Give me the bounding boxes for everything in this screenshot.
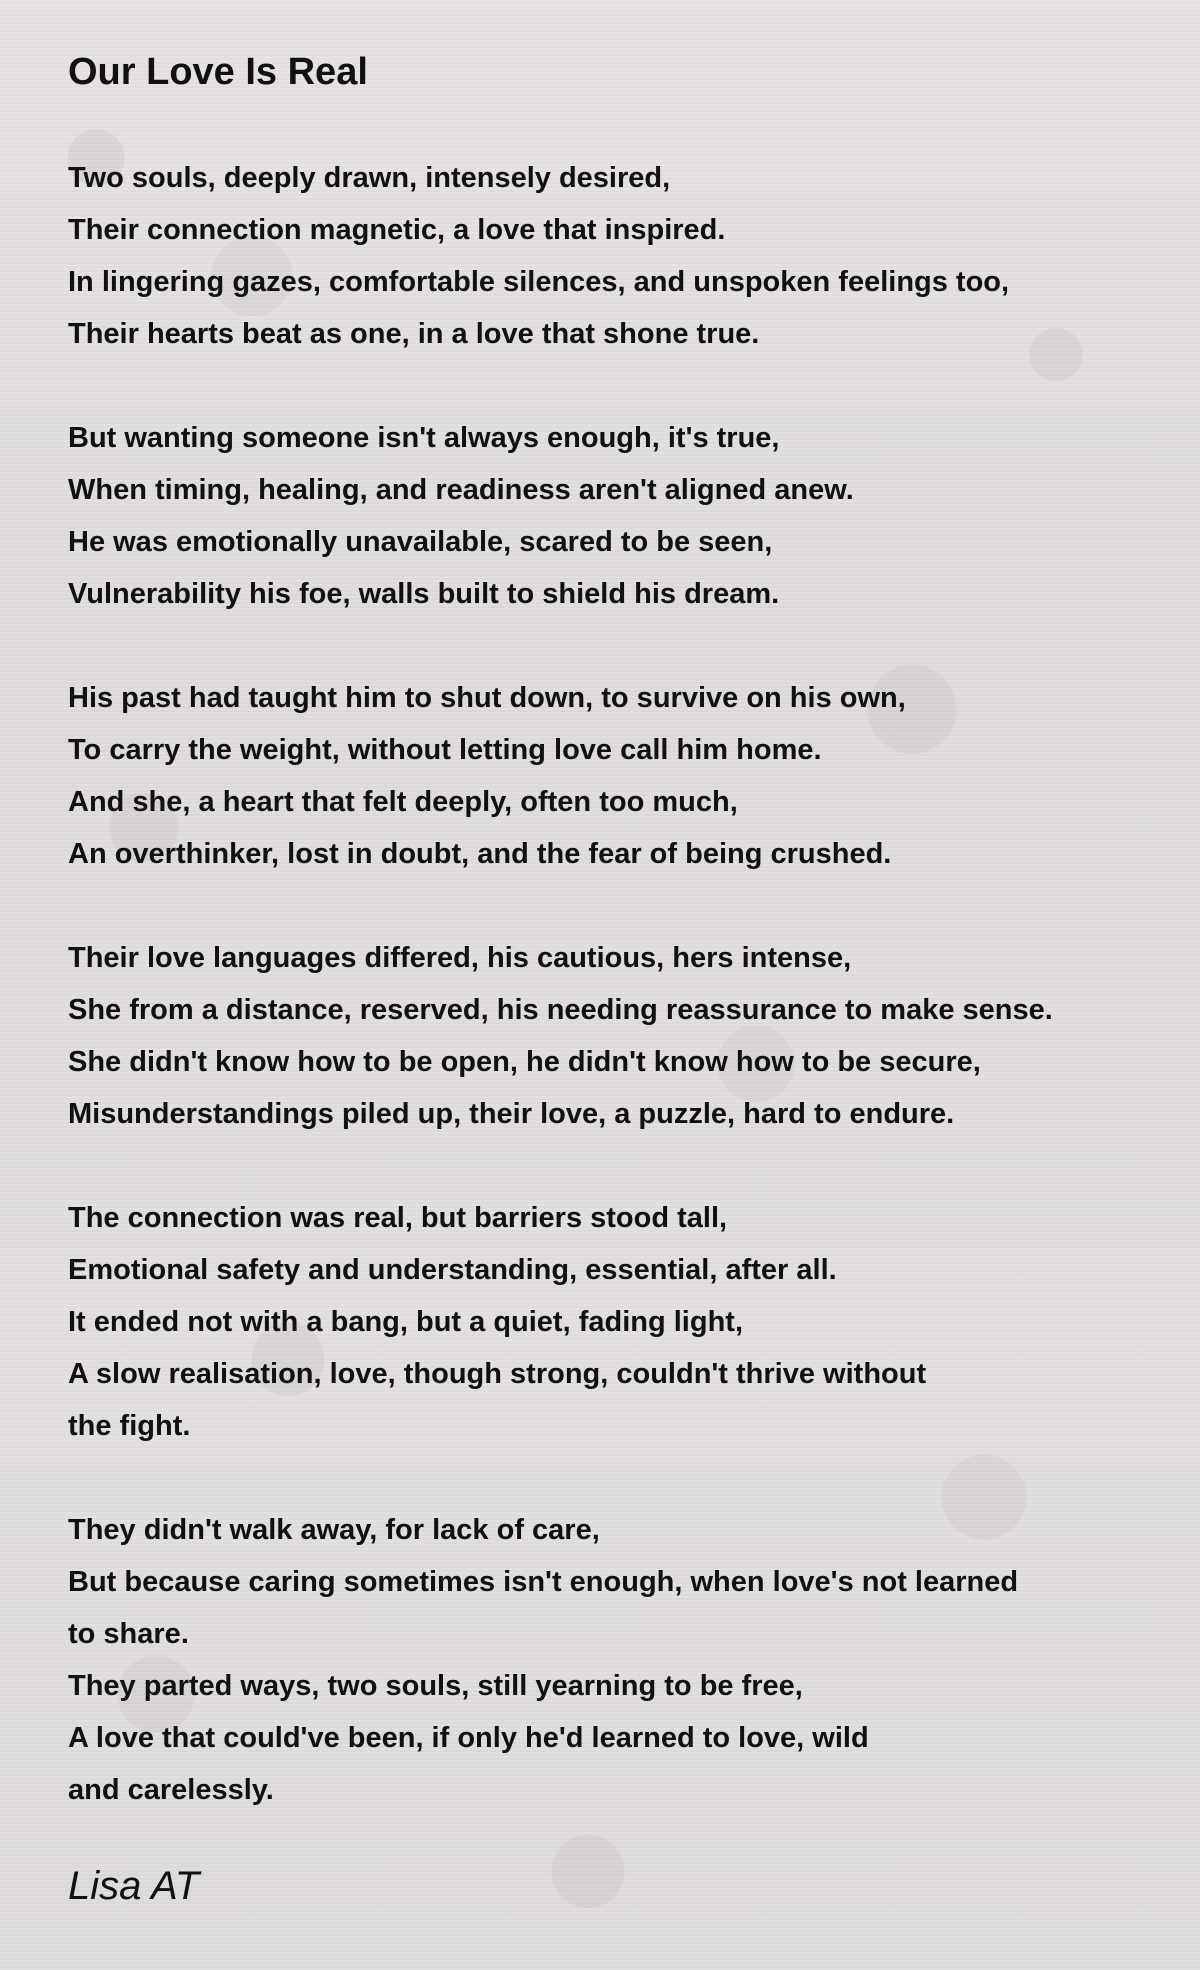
- poem-line: To carry the weight, without letting love call him home.: [68, 733, 822, 766]
- poem-line: Their connection magnetic, a love that inspired.: [68, 213, 726, 246]
- stanza-4: [68, 932, 1178, 1140]
- poem-line: Their love languages differed, his cautious, hers intense,: [68, 941, 852, 974]
- poem-line: His past had taught him to shut down, to survive on his own,: [68, 681, 906, 714]
- poem-line: Their hearts beat as one, in a love that shone true.: [68, 317, 760, 350]
- poem-line: Misunderstandings piled up, their love, a puzzle, hard to endure.: [68, 1097, 955, 1130]
- poem-line: The connection was real, but barriers stood tall,: [68, 1201, 728, 1234]
- poem-line: But wanting someone isn't always enough, it's true,: [68, 421, 780, 454]
- poem-line: Two souls, deeply drawn, intensely desired,: [68, 161, 671, 194]
- poem-author: Lisa AT: [68, 1864, 200, 1908]
- poem-line: the fight.: [68, 1409, 191, 1442]
- poem-line: She didn't know how to be open, he didn't know how to be secure,: [68, 1045, 981, 1078]
- poem-line: They didn't walk away, for lack of care,: [68, 1513, 600, 1546]
- stanza-3: [68, 672, 1178, 880]
- stanza-5: [68, 1192, 1178, 1452]
- poem-line: and carelessly.: [68, 1773, 274, 1806]
- poem-line: But because caring sometimes isn't enough, when love's not learned: [68, 1565, 1019, 1598]
- poem-line: Emotional safety and understanding, essential, after all.: [68, 1253, 837, 1286]
- poem-title: Our Love Is Real: [68, 51, 368, 93]
- poem-line: In lingering gazes, comfortable silences, and unspoken feelings too,: [68, 265, 1010, 298]
- poem-line: A slow realisation, love, though strong, couldn't thrive without: [68, 1357, 927, 1390]
- poem-line: Vulnerability his foe, walls built to shield his dream.: [68, 577, 780, 610]
- poem-content: [68, 50, 1178, 1868]
- poem-body: [68, 152, 1178, 1816]
- stanza-6: [68, 1504, 1178, 1816]
- poem-line: An overthinker, lost in doubt, and the fear of being crushed.: [68, 837, 892, 870]
- poem-line: He was emotionally unavailable, scared to be seen,: [68, 525, 773, 558]
- stanza-2: [68, 412, 1178, 620]
- poem-line: When timing, healing, and readiness aren't aligned anew.: [68, 473, 854, 506]
- poem-line: She from a distance, reserved, his needing reassurance to make sense.: [68, 993, 1053, 1026]
- stanza-1: [68, 152, 1178, 360]
- poem-line: to share.: [68, 1617, 189, 1650]
- poem-line: And she, a heart that felt deeply, often too much,: [68, 785, 738, 818]
- poem-line: They parted ways, two souls, still yearning to be free,: [68, 1669, 803, 1702]
- poem-line: It ended not with a bang, but a quiet, fading light,: [68, 1305, 744, 1338]
- poem-line: A love that could've been, if only he'd learned to love, wild: [68, 1721, 869, 1754]
